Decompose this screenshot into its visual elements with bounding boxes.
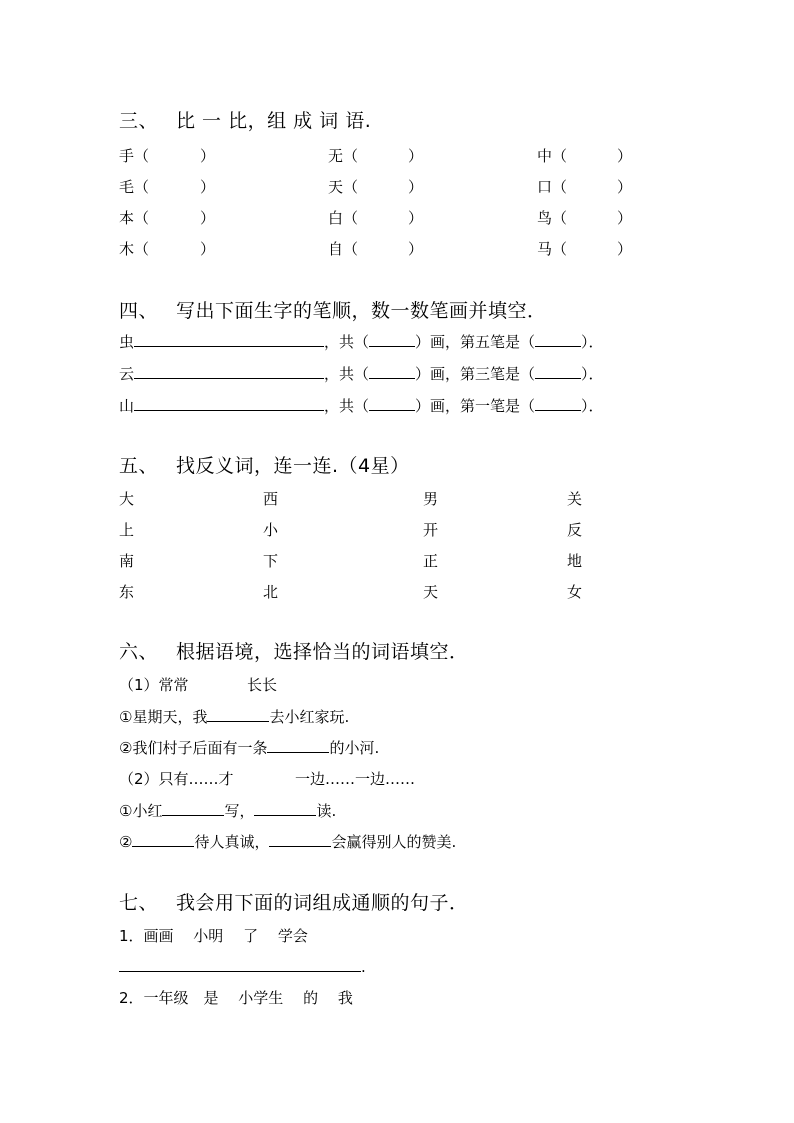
antonym-char[interactable]: 反 (567, 521, 583, 539)
antonym-char[interactable]: 南 (119, 552, 135, 570)
question-text: ①星期天，我 (119, 708, 208, 726)
section3-heading (119, 106, 371, 133)
stroke-count-blank[interactable] (369, 395, 415, 411)
stroke-nth-prefix: ）画，第五笔是（ (415, 333, 536, 351)
stroke-count-prefix: ，共（ (324, 365, 370, 383)
word-cell-open: 口（ (537, 178, 568, 196)
word-cell-close: ） (200, 240, 216, 258)
antonym-char[interactable]: 上 (119, 521, 135, 539)
word-cell-close: ） (408, 209, 424, 227)
fill-blank-question (119, 737, 379, 758)
word-cell-open: 木（ (119, 240, 150, 258)
antonym-char[interactable]: 开 (423, 521, 439, 539)
stroke-nth-prefix: ）画，第一笔是（ (415, 397, 536, 415)
stroke-order-blank[interactable] (134, 331, 324, 347)
antonym-char[interactable]: 大 (119, 490, 135, 508)
word-cell-close: ） (617, 178, 633, 196)
word-cell-open: 手（ (119, 147, 150, 165)
row-end: ）． (581, 397, 604, 415)
antonym-char[interactable]: 西 (263, 490, 279, 508)
section6-title: 根据语境，选择恰当的词语填空． (176, 641, 469, 663)
section3-number: 三、 (119, 110, 159, 132)
stroke-count-blank[interactable] (369, 331, 415, 347)
question-text: 写， (224, 802, 255, 820)
stroke-count-blank[interactable] (369, 363, 415, 379)
word-cell-open: 天（ (328, 178, 359, 196)
word-cell-close: ） (200, 209, 216, 227)
group1-label: （1）常常 (119, 676, 189, 694)
sentence-answer-line (119, 956, 366, 976)
group1-word2: 长长 (247, 676, 278, 694)
antonym-char[interactable]: 天 (423, 583, 439, 601)
sentence-item-1: 1．画画 小明 了 学会 (119, 927, 308, 945)
question-text: 读. (316, 802, 337, 820)
sentence-period: . (361, 958, 366, 976)
word-cell-open: 本（ (119, 209, 150, 227)
section5-heading (119, 451, 410, 478)
section6-heading (119, 637, 469, 664)
group2-word2: 一边……一边…… (295, 770, 416, 788)
stroke-nth-blank[interactable] (535, 395, 581, 411)
word-cell-open: 白（ (328, 209, 359, 227)
word-cell-close: ） (408, 240, 424, 258)
section4-title: 写出下面生字的笔顺，数一数笔画并填空． (176, 300, 547, 322)
section4-heading (119, 296, 547, 323)
stroke-order-row (119, 331, 604, 352)
word-cell-close: ） (408, 147, 424, 165)
section5-number: 五、 (119, 455, 159, 477)
answer-blank[interactable] (269, 831, 331, 847)
section5-title: 找反义词，连一连.（4星） (176, 455, 410, 477)
question-text: 会赢得别人的赞美. (331, 833, 457, 851)
antonym-char[interactable]: 关 (567, 490, 583, 508)
word-cell-close: ） (617, 147, 633, 165)
section6-number: 六、 (119, 641, 159, 663)
stroke-order-blank[interactable] (134, 395, 324, 411)
word-cell-close: ） (617, 240, 633, 258)
question-text: ①小红 (119, 802, 163, 820)
antonym-char[interactable]: 下 (263, 552, 279, 570)
word-cell-open: 中（ (537, 147, 568, 165)
question-text: 的小河. (329, 739, 380, 757)
answer-blank[interactable] (207, 706, 269, 722)
section7-title: 我会用下面的词组成通顺的句子． (176, 892, 469, 914)
stroke-nth-prefix: ）画，第三笔是（ (415, 365, 536, 383)
antonym-char[interactable]: 小 (263, 521, 279, 539)
answer-blank[interactable] (254, 800, 316, 816)
word-cell-open: 马（ (537, 240, 568, 258)
fill-blank-question (119, 706, 349, 727)
antonym-char[interactable]: 东 (119, 583, 135, 601)
question-text: ② (119, 833, 133, 851)
section4-number: 四、 (119, 300, 159, 322)
antonym-char[interactable]: 男 (423, 490, 439, 508)
stroke-nth-blank[interactable] (535, 331, 581, 347)
word-cell-close: ） (200, 178, 216, 196)
antonym-char[interactable]: 女 (567, 583, 583, 601)
fill-blank-question (119, 800, 336, 821)
section7-number: 七、 (119, 892, 159, 914)
stroke-order-row (119, 395, 604, 416)
section3-title: 比 一 比，组 成 词 语. (176, 110, 372, 132)
stroke-count-prefix: ，共（ (324, 397, 370, 415)
stroke-nth-blank[interactable] (535, 363, 581, 379)
row-end: ）． (581, 365, 604, 383)
question-text: ②我们村子后面有一条 (119, 739, 268, 757)
sentence-answer-blank[interactable] (119, 956, 361, 972)
word-cell-open: 毛（ (119, 178, 150, 196)
answer-blank[interactable] (162, 800, 224, 816)
fill-blank-question (119, 831, 456, 852)
antonym-char[interactable]: 地 (567, 552, 583, 570)
sentence-item-2: 2．一年级 是 小学生 的 我 (119, 989, 353, 1007)
word-cell-open: 无（ (328, 147, 359, 165)
question-text: 去小红家玩. (269, 708, 350, 726)
antonym-char[interactable]: 正 (423, 552, 439, 570)
answer-blank[interactable] (267, 737, 329, 753)
section7-heading (119, 888, 469, 915)
answer-blank[interactable] (132, 831, 194, 847)
stroke-count-prefix: ，共（ (324, 333, 370, 351)
stroke-char: 虫 (119, 333, 135, 351)
word-cell-close: ） (200, 147, 216, 165)
stroke-char: 山 (119, 397, 135, 415)
antonym-char[interactable]: 北 (263, 583, 279, 601)
row-end: ）． (581, 333, 604, 351)
question-text: 待人真诚， (194, 833, 270, 851)
stroke-order-blank[interactable] (134, 363, 324, 379)
stroke-char: 云 (119, 365, 135, 383)
word-cell-open: 鸟（ (537, 209, 568, 227)
word-cell-close: ） (617, 209, 633, 227)
word-cell-close: ） (408, 178, 424, 196)
group2-label: （2）只有……才 (119, 770, 234, 788)
stroke-order-row (119, 363, 604, 384)
word-cell-open: 自（ (328, 240, 359, 258)
